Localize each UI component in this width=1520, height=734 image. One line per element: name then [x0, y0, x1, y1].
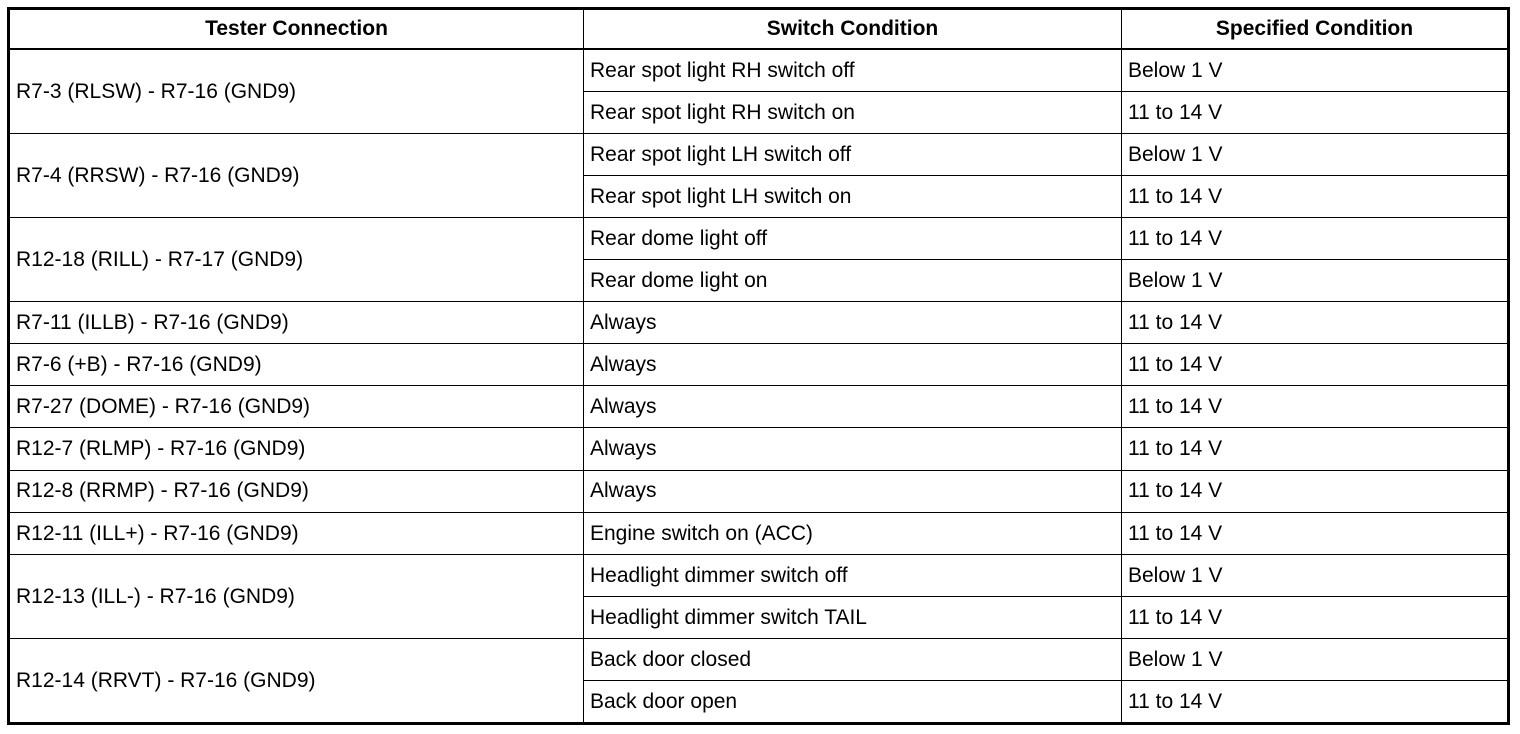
specified-condition-cell: 11 to 14 V [1122, 344, 1509, 386]
specified-condition-cell: Below 1 V [1122, 638, 1509, 680]
specified-condition-cell: Below 1 V [1122, 260, 1509, 302]
specified-condition-cell: 11 to 14 V [1122, 428, 1509, 470]
tester-connection-cell: R7-3 (RLSW) - R7-16 (GND9) [9, 49, 584, 134]
table-row [9, 134, 1509, 176]
switch-condition-cell: Rear dome light off [584, 218, 1122, 260]
table-row [9, 218, 1509, 260]
specified-condition-cell: 11 to 14 V [1122, 680, 1509, 723]
specified-condition-cell: 11 to 14 V [1122, 218, 1509, 260]
switch-condition-cell: Headlight dimmer switch TAIL [584, 596, 1122, 638]
specified-condition-cell: 11 to 14 V [1122, 302, 1509, 344]
switch-condition-cell: Always [584, 344, 1122, 386]
switch-condition-cell: Always [584, 470, 1122, 512]
tester-connection-cell: R7-6 (+B) - R7-16 (GND9) [9, 344, 584, 386]
table-row [9, 512, 1509, 554]
specified-condition-cell: 11 to 14 V [1122, 386, 1509, 428]
table-row [9, 428, 1509, 470]
specified-condition-cell: 11 to 14 V [1122, 176, 1509, 218]
switch-condition-cell: Back door closed [584, 638, 1122, 680]
switch-condition-cell: Rear spot light LH switch on [584, 176, 1122, 218]
table-header [9, 9, 1509, 50]
table-row [9, 554, 1509, 596]
header-switch-condition: Switch Condition [584, 9, 1122, 50]
specified-condition-cell: Below 1 V [1122, 49, 1509, 92]
header-specified-condition: Specified Condition [1122, 9, 1509, 50]
switch-condition-cell: Back door open [584, 680, 1122, 723]
tester-connection-cell: R12-8 (RRMP) - R7-16 (GND9) [9, 470, 584, 512]
table-row [9, 302, 1509, 344]
table-row [9, 470, 1509, 512]
tester-connection-cell: R7-4 (RRSW) - R7-16 (GND9) [9, 134, 584, 218]
tester-connection-cell: R12-11 (ILL+) - R7-16 (GND9) [9, 512, 584, 554]
switch-condition-cell: Headlight dimmer switch off [584, 554, 1122, 596]
tester-connection-cell: R7-11 (ILLB) - R7-16 (GND9) [9, 302, 584, 344]
specified-condition-cell: 11 to 14 V [1122, 92, 1509, 134]
specified-condition-cell: 11 to 14 V [1122, 596, 1509, 638]
tester-connection-cell: R12-13 (ILL-) - R7-16 (GND9) [9, 554, 584, 638]
tester-connection-cell: R12-14 (RRVT) - R7-16 (GND9) [9, 638, 584, 723]
switch-condition-cell: Always [584, 428, 1122, 470]
switch-condition-cell: Rear spot light LH switch off [584, 134, 1122, 176]
tester-connection-cell: R12-18 (RILL) - R7-17 (GND9) [9, 218, 584, 302]
table-body [9, 49, 1509, 724]
specified-condition-cell: Below 1 V [1122, 554, 1509, 596]
switch-condition-cell: Rear spot light RH switch on [584, 92, 1122, 134]
specified-condition-cell: Below 1 V [1122, 134, 1509, 176]
switch-condition-cell: Engine switch on (ACC) [584, 512, 1122, 554]
specified-condition-cell: 11 to 14 V [1122, 512, 1509, 554]
tester-connection-cell: R7-27 (DOME) - R7-16 (GND9) [9, 386, 584, 428]
switch-condition-cell: Rear spot light RH switch off [584, 49, 1122, 92]
table-row [9, 344, 1509, 386]
header-tester-connection: Tester Connection [9, 9, 584, 50]
specification-table [7, 7, 1510, 725]
switch-condition-cell: Rear dome light on [584, 260, 1122, 302]
switch-condition-cell: Always [584, 386, 1122, 428]
header-row [9, 9, 1509, 50]
specified-condition-cell: 11 to 14 V [1122, 470, 1509, 512]
switch-condition-cell: Always [584, 302, 1122, 344]
tester-connection-cell: R12-7 (RLMP) - R7-16 (GND9) [9, 428, 584, 470]
table-row [9, 49, 1509, 92]
table-row [9, 386, 1509, 428]
table-row [9, 638, 1509, 680]
